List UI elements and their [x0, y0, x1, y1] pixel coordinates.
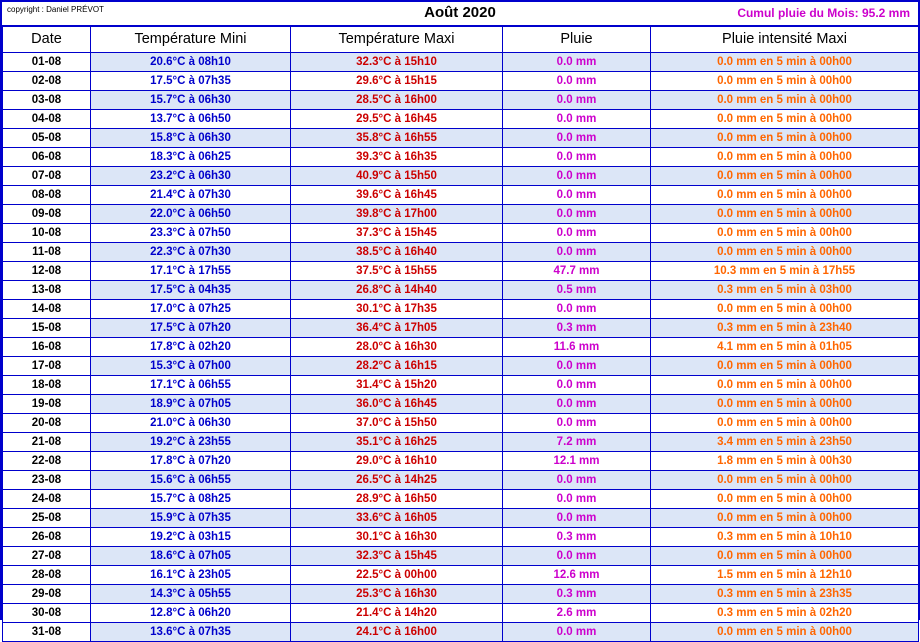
- cell-temp-min: 15.8°C à 06h30: [91, 129, 291, 148]
- cell-temp-max: 22.5°C à 00h00: [291, 566, 503, 585]
- cell-rain-intensity: 0.3 mm en 5 min à 23h35: [651, 585, 919, 604]
- cell-temp-min: 13.6°C à 07h35: [91, 623, 291, 642]
- cell-rain: 0.0 mm: [503, 205, 651, 224]
- table-row: [3, 357, 919, 376]
- cell-temp-min: 21.0°C à 06h30: [91, 414, 291, 433]
- cell-rain: 0.0 mm: [503, 91, 651, 110]
- cell-temp-max: 29.0°C à 16h10: [291, 452, 503, 471]
- cell-rain-intensity: 0.0 mm en 5 min à 00h00: [651, 490, 919, 509]
- cell-date: 26-08: [3, 528, 91, 547]
- cell-temp-min: 17.0°C à 07h25: [91, 300, 291, 319]
- column-header-temp-max: Température Maxi: [291, 27, 503, 53]
- cell-temp-max: 35.1°C à 16h25: [291, 433, 503, 452]
- cell-rain-intensity: 0.0 mm en 5 min à 00h00: [651, 186, 919, 205]
- cell-temp-max: 28.0°C à 16h30: [291, 338, 503, 357]
- cell-temp-min: 17.5°C à 04h35: [91, 281, 291, 300]
- column-header-rain: Pluie: [503, 27, 651, 53]
- cell-date: 07-08: [3, 167, 91, 186]
- cell-rain: 0.0 mm: [503, 471, 651, 490]
- cell-rain-intensity: 0.0 mm en 5 min à 00h00: [651, 110, 919, 129]
- cell-rain-intensity: 0.0 mm en 5 min à 00h00: [651, 148, 919, 167]
- cell-rain-intensity: 0.3 mm en 5 min à 23h40: [651, 319, 919, 338]
- table-row: [3, 91, 919, 110]
- cell-temp-max: 25.3°C à 16h30: [291, 585, 503, 604]
- cell-temp-max: 31.4°C à 15h20: [291, 376, 503, 395]
- table-row: [3, 300, 919, 319]
- cell-rain: 0.0 mm: [503, 623, 651, 642]
- cell-temp-max: 36.4°C à 17h05: [291, 319, 503, 338]
- table-row: [3, 129, 919, 148]
- cell-rain: 0.0 mm: [503, 186, 651, 205]
- cell-rain-intensity: 1.8 mm en 5 min à 00h30: [651, 452, 919, 471]
- table-row: [3, 585, 919, 604]
- cell-temp-max: 29.5°C à 16h45: [291, 110, 503, 129]
- cell-temp-max: 40.9°C à 15h50: [291, 167, 503, 186]
- table-row: [3, 471, 919, 490]
- cell-rain: 7.2 mm: [503, 433, 651, 452]
- weather-table: [2, 26, 919, 642]
- cell-rain-intensity: 4.1 mm en 5 min à 01h05: [651, 338, 919, 357]
- cell-temp-max: 37.0°C à 15h50: [291, 414, 503, 433]
- cell-date: 04-08: [3, 110, 91, 129]
- cell-temp-max: 30.1°C à 17h35: [291, 300, 503, 319]
- cell-rain-intensity: 0.3 mm en 5 min à 03h00: [651, 281, 919, 300]
- cell-rain-intensity: 0.0 mm en 5 min à 00h00: [651, 414, 919, 433]
- cell-temp-min: 22.0°C à 06h50: [91, 205, 291, 224]
- cell-rain: 0.0 mm: [503, 53, 651, 72]
- cell-date: 06-08: [3, 148, 91, 167]
- cell-rain: 0.3 mm: [503, 528, 651, 547]
- cell-date: 23-08: [3, 471, 91, 490]
- cell-temp-min: 17.8°C à 07h20: [91, 452, 291, 471]
- table-row: [3, 566, 919, 585]
- cell-rain-intensity: 1.5 mm en 5 min à 12h10: [651, 566, 919, 585]
- cell-rain-intensity: 0.0 mm en 5 min à 00h00: [651, 205, 919, 224]
- cell-rain: 0.0 mm: [503, 357, 651, 376]
- cell-rain: 0.3 mm: [503, 585, 651, 604]
- cell-rain: 0.0 mm: [503, 224, 651, 243]
- cell-temp-max: 37.3°C à 15h45: [291, 224, 503, 243]
- cell-temp-min: 21.4°C à 07h30: [91, 186, 291, 205]
- cell-date: 31-08: [3, 623, 91, 642]
- cell-rain: 0.0 mm: [503, 395, 651, 414]
- cell-date: 27-08: [3, 547, 91, 566]
- cell-rain-intensity: 0.0 mm en 5 min à 00h00: [651, 395, 919, 414]
- cell-date: 05-08: [3, 129, 91, 148]
- cell-date: 22-08: [3, 452, 91, 471]
- column-header-rain-intensity: Pluie intensité Maxi: [651, 27, 919, 53]
- cell-date: 24-08: [3, 490, 91, 509]
- cell-temp-max: 37.5°C à 15h55: [291, 262, 503, 281]
- cell-rain: 11.6 mm: [503, 338, 651, 357]
- cell-temp-min: 17.8°C à 02h20: [91, 338, 291, 357]
- table-row: [3, 186, 919, 205]
- cell-date: 02-08: [3, 72, 91, 91]
- table-row: [3, 72, 919, 91]
- cell-rain: 0.0 mm: [503, 167, 651, 186]
- cell-rain: 0.5 mm: [503, 281, 651, 300]
- cell-temp-max: 28.5°C à 16h00: [291, 91, 503, 110]
- table-row: [3, 433, 919, 452]
- cell-rain: 0.0 mm: [503, 509, 651, 528]
- cell-temp-min: 23.2°C à 06h30: [91, 167, 291, 186]
- cell-rain: 0.0 mm: [503, 129, 651, 148]
- cell-temp-max: 36.0°C à 16h45: [291, 395, 503, 414]
- table-row: [3, 509, 919, 528]
- copyright-text: copyright : Daniel PRÉVOT: [7, 5, 104, 14]
- cell-rain: 0.0 mm: [503, 72, 651, 91]
- cell-temp-min: 18.6°C à 07h05: [91, 547, 291, 566]
- cell-rain: 12.1 mm: [503, 452, 651, 471]
- cell-temp-min: 15.7°C à 06h30: [91, 91, 291, 110]
- cell-temp-max: 26.8°C à 14h40: [291, 281, 503, 300]
- cell-rain: 12.6 mm: [503, 566, 651, 585]
- table-row: [3, 452, 919, 471]
- table-row: [3, 167, 919, 186]
- cell-rain: 0.0 mm: [503, 148, 651, 167]
- cell-temp-min: 16.1°C à 23h05: [91, 566, 291, 585]
- cell-date: 21-08: [3, 433, 91, 452]
- cell-rain-intensity: 0.0 mm en 5 min à 00h00: [651, 53, 919, 72]
- cell-date: 01-08: [3, 53, 91, 72]
- table-row: [3, 243, 919, 262]
- cell-rain-intensity: 0.0 mm en 5 min à 00h00: [651, 376, 919, 395]
- cell-temp-max: 21.4°C à 14h20: [291, 604, 503, 623]
- cell-date: 03-08: [3, 91, 91, 110]
- cell-temp-min: 15.9°C à 07h35: [91, 509, 291, 528]
- cell-temp-min: 22.3°C à 07h30: [91, 243, 291, 262]
- cell-date: 25-08: [3, 509, 91, 528]
- cell-rain-intensity: 0.0 mm en 5 min à 00h00: [651, 243, 919, 262]
- cell-rain-intensity: 0.3 mm en 5 min à 02h20: [651, 604, 919, 623]
- cell-temp-max: 30.1°C à 16h30: [291, 528, 503, 547]
- cell-rain-intensity: 0.0 mm en 5 min à 00h00: [651, 72, 919, 91]
- cell-temp-max: 33.6°C à 16h05: [291, 509, 503, 528]
- cell-rain-intensity: 3.4 mm en 5 min à 23h50: [651, 433, 919, 452]
- cell-rain-intensity: 10.3 mm en 5 min à 17h55: [651, 262, 919, 281]
- cell-temp-max: 26.5°C à 14h25: [291, 471, 503, 490]
- cell-rain-intensity: 0.0 mm en 5 min à 00h00: [651, 471, 919, 490]
- cell-date: 11-08: [3, 243, 91, 262]
- table-row: [3, 376, 919, 395]
- cell-date: 29-08: [3, 585, 91, 604]
- cell-rain-intensity: 0.0 mm en 5 min à 00h00: [651, 623, 919, 642]
- table-row: [3, 110, 919, 129]
- table-row: [3, 205, 919, 224]
- cell-date: 28-08: [3, 566, 91, 585]
- table-row: [3, 338, 919, 357]
- cell-temp-max: 28.2°C à 16h15: [291, 357, 503, 376]
- cell-date: 14-08: [3, 300, 91, 319]
- column-header-temp-min: Température Mini: [91, 27, 291, 53]
- cell-rain-intensity: 0.0 mm en 5 min à 00h00: [651, 91, 919, 110]
- cell-date: 20-08: [3, 414, 91, 433]
- cell-rain: 0.0 mm: [503, 300, 651, 319]
- cell-rain: 0.0 mm: [503, 490, 651, 509]
- cell-date: 09-08: [3, 205, 91, 224]
- cell-rain: 0.0 mm: [503, 110, 651, 129]
- cell-rain-intensity: 0.0 mm en 5 min à 00h00: [651, 129, 919, 148]
- cell-temp-min: 18.3°C à 06h25: [91, 148, 291, 167]
- cell-temp-max: 39.6°C à 16h45: [291, 186, 503, 205]
- cell-rain-intensity: 0.0 mm en 5 min à 00h00: [651, 509, 919, 528]
- cell-temp-max: 24.1°C à 16h00: [291, 623, 503, 642]
- cell-temp-max: 28.9°C à 16h50: [291, 490, 503, 509]
- table-row: [3, 547, 919, 566]
- cell-rain-intensity: 0.0 mm en 5 min à 00h00: [651, 357, 919, 376]
- cell-temp-min: 23.3°C à 07h50: [91, 224, 291, 243]
- table-header-row: [3, 27, 919, 53]
- cell-temp-max: 29.6°C à 15h15: [291, 72, 503, 91]
- cell-rain: 0.0 mm: [503, 547, 651, 566]
- cell-date: 18-08: [3, 376, 91, 395]
- cell-temp-max: 32.3°C à 15h10: [291, 53, 503, 72]
- cell-temp-min: 15.3°C à 07h00: [91, 357, 291, 376]
- table-row: [3, 395, 919, 414]
- cell-temp-min: 14.3°C à 05h55: [91, 585, 291, 604]
- cell-temp-min: 13.7°C à 06h50: [91, 110, 291, 129]
- page-title: Août 2020: [424, 4, 496, 21]
- cell-rain: 47.7 mm: [503, 262, 651, 281]
- cell-rain: 0.0 mm: [503, 414, 651, 433]
- cell-date: 13-08: [3, 281, 91, 300]
- table-row: [3, 490, 919, 509]
- cell-date: 17-08: [3, 357, 91, 376]
- cell-rain-intensity: 0.3 mm en 5 min à 10h10: [651, 528, 919, 547]
- cell-date: 08-08: [3, 186, 91, 205]
- cell-temp-min: 15.6°C à 06h55: [91, 471, 291, 490]
- table-body: [3, 53, 919, 642]
- cell-temp-min: 15.7°C à 08h25: [91, 490, 291, 509]
- cell-rain: 0.0 mm: [503, 376, 651, 395]
- cell-temp-max: 32.3°C à 15h45: [291, 547, 503, 566]
- cell-rain: 0.0 mm: [503, 243, 651, 262]
- cell-temp-max: 39.3°C à 16h35: [291, 148, 503, 167]
- cell-date: 10-08: [3, 224, 91, 243]
- cell-temp-max: 38.5°C à 16h40: [291, 243, 503, 262]
- table-row: [3, 528, 919, 547]
- cell-date: 15-08: [3, 319, 91, 338]
- table-row: [3, 262, 919, 281]
- table-row: [3, 53, 919, 72]
- cell-temp-min: 20.6°C à 08h10: [91, 53, 291, 72]
- cell-rain-intensity: 0.0 mm en 5 min à 00h00: [651, 224, 919, 243]
- cell-rain: 0.3 mm: [503, 319, 651, 338]
- cell-date: 19-08: [3, 395, 91, 414]
- table-row: [3, 414, 919, 433]
- cell-temp-min: 12.8°C à 06h20: [91, 604, 291, 623]
- table-row: [3, 224, 919, 243]
- cell-temp-max: 35.8°C à 16h55: [291, 129, 503, 148]
- monthly-rain-total: Cumul pluie du Mois: 95.2 mm: [737, 6, 910, 20]
- cell-rain-intensity: 0.0 mm en 5 min à 00h00: [651, 547, 919, 566]
- cell-rain-intensity: 0.0 mm en 5 min à 00h00: [651, 300, 919, 319]
- cell-temp-min: 17.1°C à 06h55: [91, 376, 291, 395]
- cell-date: 30-08: [3, 604, 91, 623]
- table-row: [3, 319, 919, 338]
- cell-temp-min: 19.2°C à 03h15: [91, 528, 291, 547]
- cell-temp-min: 17.5°C à 07h20: [91, 319, 291, 338]
- cell-date: 12-08: [3, 262, 91, 281]
- cell-rain: 2.6 mm: [503, 604, 651, 623]
- cell-temp-min: 18.9°C à 07h05: [91, 395, 291, 414]
- cell-temp-min: 17.5°C à 07h35: [91, 72, 291, 91]
- table-row: [3, 623, 919, 642]
- cell-rain-intensity: 0.0 mm en 5 min à 00h00: [651, 167, 919, 186]
- table-row: [3, 281, 919, 300]
- cell-temp-max: 39.8°C à 17h00: [291, 205, 503, 224]
- column-header-date: Date: [3, 27, 91, 53]
- report-header: [2, 2, 918, 26]
- cell-temp-min: 19.2°C à 23h55: [91, 433, 291, 452]
- table-row: [3, 148, 919, 167]
- cell-date: 16-08: [3, 338, 91, 357]
- cell-temp-min: 17.1°C à 17h55: [91, 262, 291, 281]
